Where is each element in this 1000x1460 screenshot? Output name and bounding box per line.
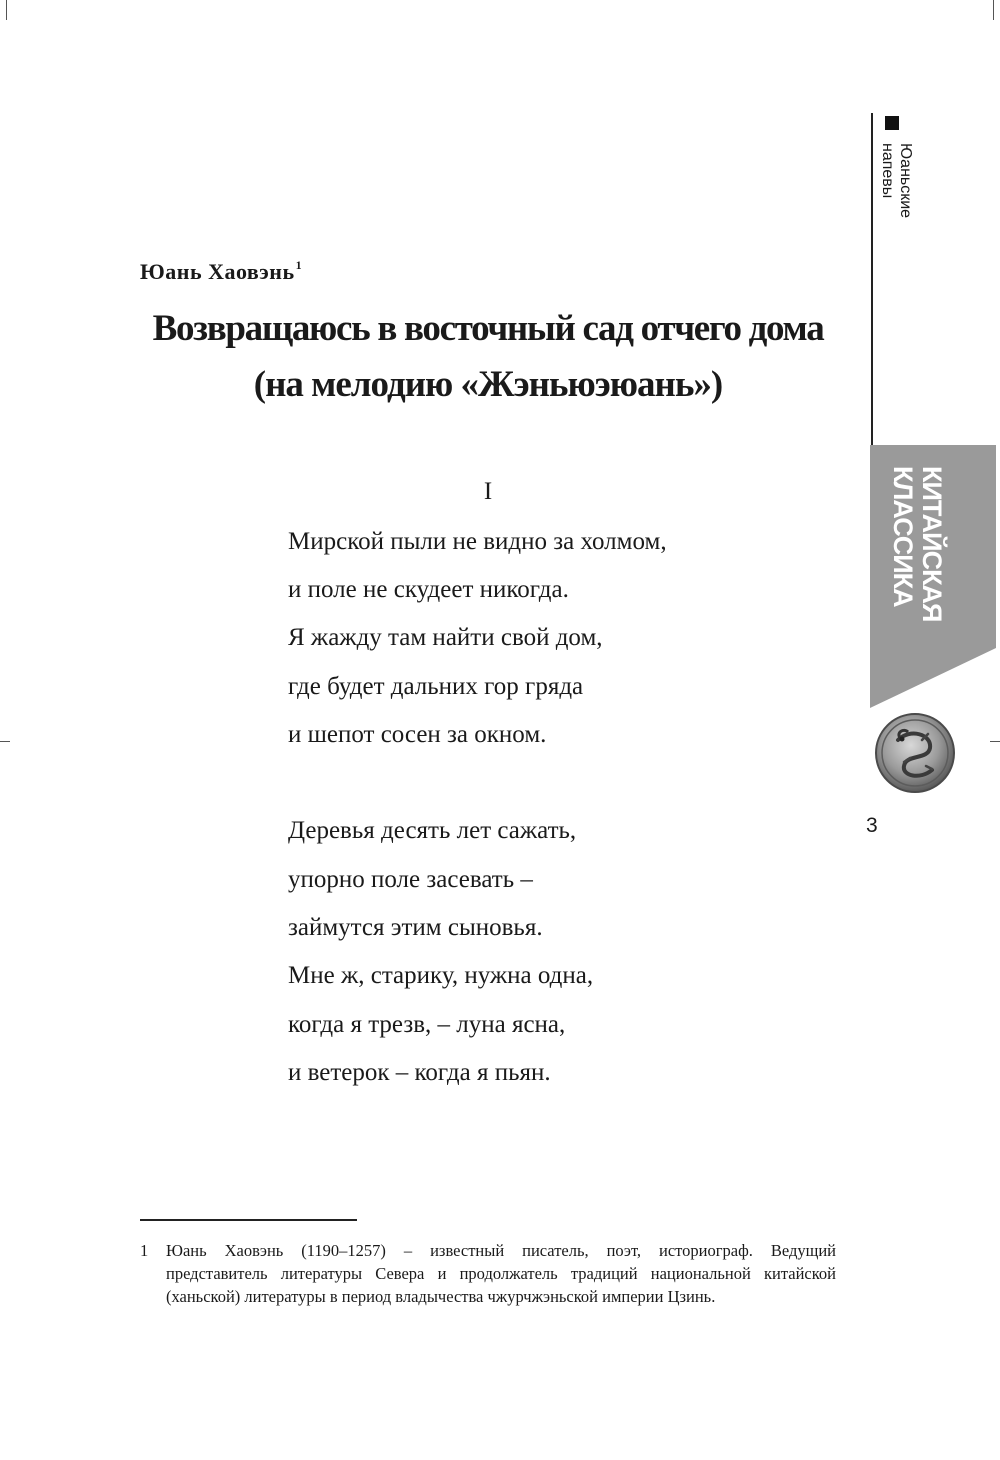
series-marker-icon: [885, 116, 899, 130]
footnote-number: 1: [140, 1241, 149, 1260]
verse-line: и поле не скудеет никогда.: [288, 576, 569, 603]
footnote-line: (ханьской) литературы в период владычества чжурчжэньской империи Цзинь.: [166, 1287, 716, 1306]
verse-line: и ветерок – когда я пьян.: [288, 1059, 551, 1086]
series-title: Юаньские напевы: [879, 143, 914, 219]
sidebar-rule: [871, 113, 873, 445]
footnote-divider: [140, 1219, 357, 1221]
verse-line: и шепот сосен за окном.: [288, 721, 547, 748]
verse-line: займутся этим сыновья.: [288, 914, 543, 941]
author-name: [140, 258, 302, 285]
poem-subtitle: (на мелодию «Жэньюэюань»): [253, 364, 723, 405]
author-name-text: Юань Хаовэнь: [140, 259, 295, 284]
verse-line: когда я трезв, – луна ясна,: [288, 1011, 566, 1038]
footnote-line: Юань Хаовэнь (1190–1257) – известный писатель, поэт, историограф. Ведущий: [166, 1241, 836, 1260]
footnote-reference[interactable]: 1: [295, 258, 303, 272]
crop-mark-top-right: [993, 0, 994, 20]
verse-line: где будет дальних гор гряда: [288, 673, 584, 700]
verse-line: Я жажду там найти свой дом,: [288, 624, 603, 651]
footnote-line: представитель литературы Севера и продолжатель традиций национальной китайской: [166, 1264, 836, 1283]
footnote-text: [166, 1239, 836, 1308]
verse-line: упорно поле засевать –: [288, 866, 533, 893]
verse-line: Деревья десять лет сажать,: [288, 817, 577, 844]
dragon-medallion-icon: [870, 710, 960, 796]
crop-mark-right: [990, 741, 1000, 742]
poem-title: Возвращаюсь в восточный сад отчего дома: [152, 308, 824, 349]
section-tab-label: КИТАЙСКАЯ КЛАССИКА: [888, 466, 947, 622]
crop-mark-top-left: [6, 0, 7, 20]
verse-line: Мне ж, старику, нужна одна,: [288, 962, 594, 989]
crop-mark-left: [0, 741, 10, 742]
verse-line: Мирской пыли не видно за холмом,: [288, 528, 667, 555]
section-number: I: [483, 478, 493, 505]
page-number: 3: [866, 814, 878, 837]
